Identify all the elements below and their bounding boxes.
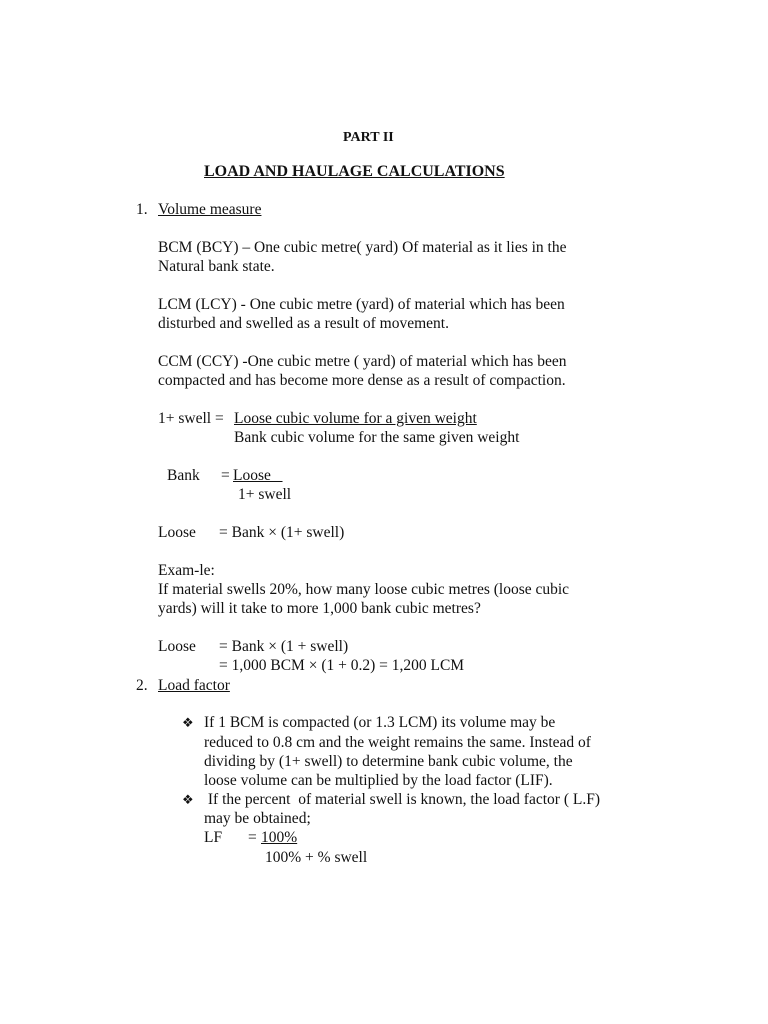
example-text-line-2: yards) will it take to more 1,000 bank cubic metres? (158, 600, 481, 617)
section-1-number: 1. (136, 201, 148, 218)
swell-formula-numerator: Loose cubic volume for a given weight (234, 410, 477, 427)
swell-formula-denominator: Bank cubic volume for the same given weight (234, 429, 520, 446)
bank-formula-lhs: Bank (167, 467, 200, 484)
bullet-2-line-1: If the percent of material swell is known, the load factor ( L.F) (204, 791, 600, 808)
bank-formula-denominator: 1+ swell (238, 486, 292, 503)
lf-formula-equals: = (248, 829, 257, 846)
loose-formula-lhs: Loose (158, 524, 196, 541)
bank-formula-numerator: Loose (233, 467, 283, 484)
bullet-1-line-1: If 1 BCM is compacted (or 1.3 LCM) its volume may be (204, 714, 556, 731)
example-text-line-1: If material swells 20%, how many loose cubic metres (loose cubic (158, 581, 570, 598)
page-title: LOAD AND HAULAGE CALCULATIONS (204, 163, 505, 180)
ccm-definition-line-2: compacted and has become more dense as a result of compaction. (158, 372, 566, 389)
lf-formula-lhs: LF (204, 829, 223, 846)
section-1-heading: Volume measure (158, 201, 262, 218)
example-calc-line-1: = Bank × (1 + swell) (219, 638, 349, 655)
bullet-1-line-4: loose volume can be multiplied by the load factor (LIF). (204, 772, 553, 789)
lf-formula-denominator: 100% + % swell (265, 849, 368, 866)
lcm-definition-line-2: disturbed and swelled as a result of movement. (158, 315, 449, 332)
ccm-definition-line-1: CCM (CCY) -One cubic metre ( yard) of material which has been (158, 353, 567, 370)
example-calc-lhs: Loose (158, 638, 196, 655)
bank-formula-equals: = (221, 467, 230, 484)
bullet-2-line-2: may be obtained; (204, 810, 311, 827)
lf-formula-numerator: 100% (261, 829, 298, 846)
section-2-heading: Load factor (158, 677, 230, 694)
loose-formula-rhs: = Bank × (1+ swell) (219, 524, 345, 541)
part-label: PART II (343, 130, 394, 145)
bcm-definition-line-2: Natural bank state. (158, 258, 275, 275)
example-label: Exam-le: (158, 562, 215, 579)
bcm-definition-line-1: BCM (BCY) – One cubic metre( yard) Of material as it lies in the (158, 239, 567, 256)
lcm-definition-line-1: LCM (LCY) - One cubic metre (yard) of material which has been (158, 296, 565, 313)
example-calc-line-2: = 1,000 BCM × (1 + 0.2) = 1,200 LCM (219, 657, 465, 674)
swell-formula-lhs: 1+ swell = (158, 410, 224, 427)
bullet-1-diamond-icon: ❖ (182, 715, 194, 730)
section-2-number: 2. (136, 677, 148, 694)
bullet-1-line-2: reduced to 0.8 cm and the weight remains the same. Instead of (204, 734, 591, 751)
bullet-2-diamond-icon: ❖ (182, 792, 194, 807)
bullet-1-line-3: dividing by (1+ swell) to determine bank cubic volume, the (204, 753, 573, 770)
